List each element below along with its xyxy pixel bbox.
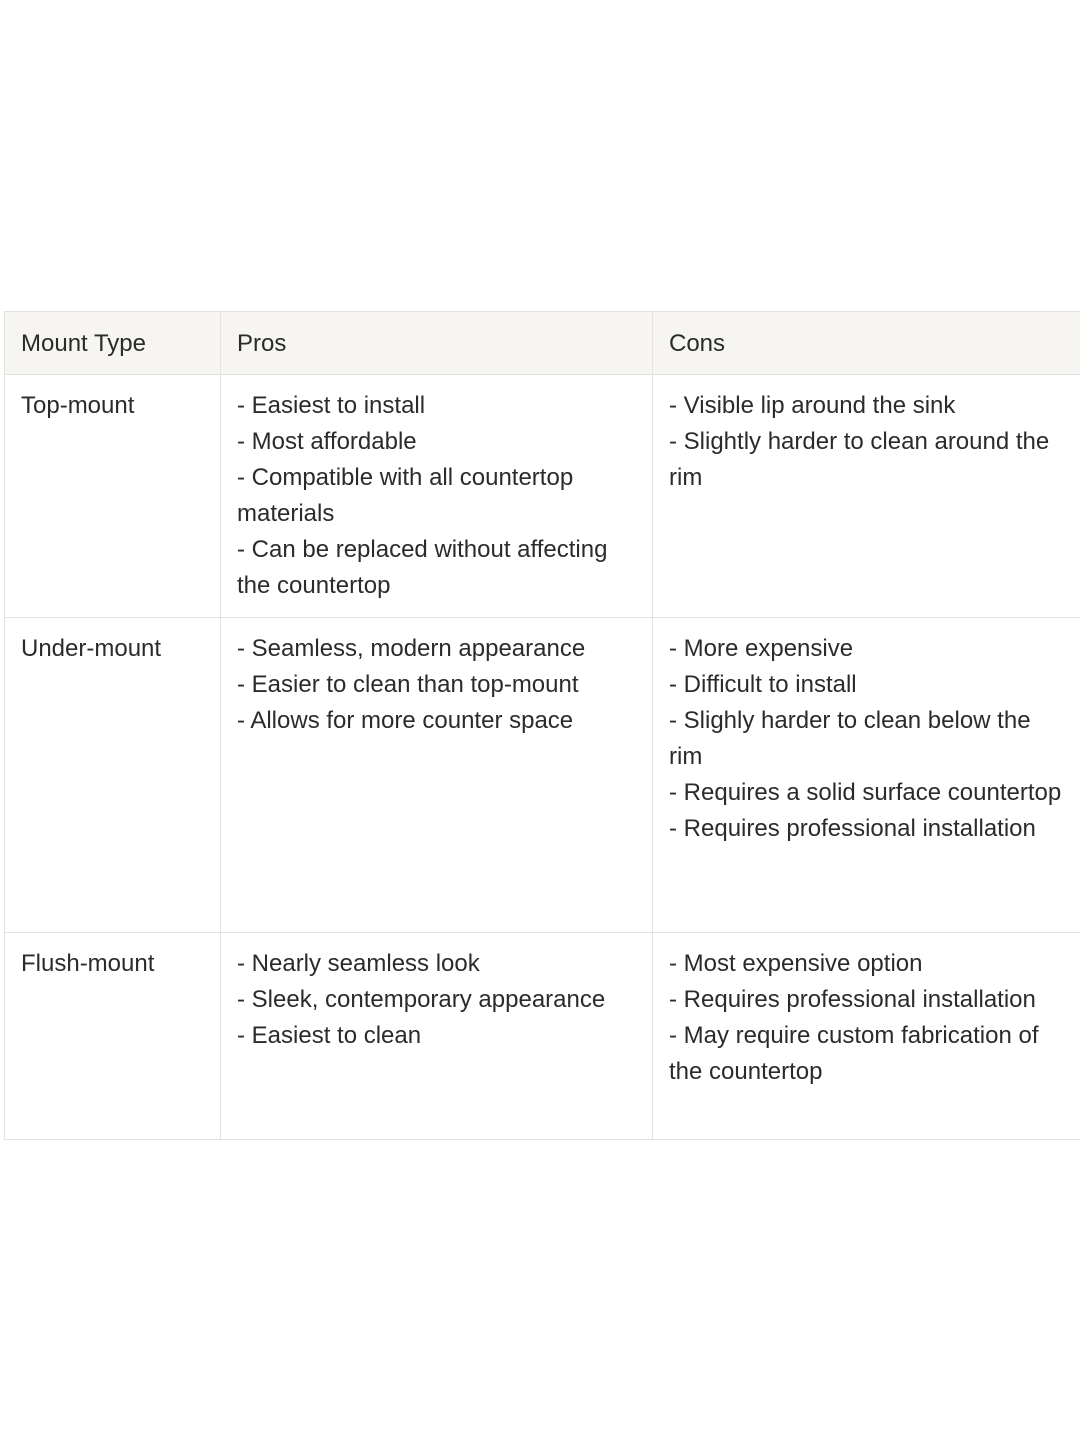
pro-item: - Nearly seamless look: [237, 950, 480, 977]
table-header-row: [5, 312, 1080, 375]
cell-pros: [221, 933, 653, 1140]
table-row: [5, 933, 1080, 1140]
pro-item: - Can be replaced without affecting the countertop: [237, 536, 608, 599]
con-item: - Slighly harder to clean below the rim: [669, 707, 1031, 770]
cell-mount-type: Flush-mount: [5, 933, 221, 1140]
pro-item: - Compatible with all countertop materials: [237, 464, 574, 527]
pro-item: - Most affordable: [237, 428, 417, 455]
header-mount-type: Mount Type: [5, 312, 221, 375]
pro-item: - Seamless, modern appearance: [237, 635, 586, 662]
table-row: [5, 375, 1080, 618]
con-item: - Visible lip around the sink: [669, 392, 956, 419]
cell-mount-type: Top-mount: [5, 375, 221, 618]
cell-cons: [653, 618, 1080, 933]
pro-item: - Sleek, contemporary appearance: [237, 986, 606, 1013]
con-item: - Requires professional installation: [669, 815, 1036, 842]
pro-item: - Easiest to clean: [237, 1022, 422, 1049]
con-item: - Most expensive option: [669, 950, 923, 977]
con-item: - Difficult to install: [669, 671, 857, 698]
con-item: - Requires professional installation: [669, 986, 1036, 1013]
comparison-table-container: [4, 311, 1080, 1140]
pro-item: - Allows for more counter space: [237, 707, 574, 734]
cell-cons: [653, 375, 1080, 618]
cell-pros: [221, 375, 653, 618]
header-pros: Pros: [221, 312, 653, 375]
con-item: - Requires a solid surface countertop: [669, 779, 1062, 806]
cell-pros: [221, 618, 653, 933]
cell-cons: [653, 933, 1080, 1140]
cell-mount-type: Under-mount: [5, 618, 221, 933]
con-item: - More expensive: [669, 635, 854, 662]
con-item: - May require custom fabrication of the countertop: [669, 1022, 1039, 1085]
pro-item: - Easier to clean than top-mount: [237, 671, 579, 698]
header-cons: Cons: [653, 312, 1080, 375]
pro-item: - Easiest to install: [237, 392, 426, 419]
mount-type-comparison-table: [4, 311, 1080, 1140]
con-item: - Slightly harder to clean around the rim: [669, 428, 1050, 491]
table-row: [5, 618, 1080, 933]
